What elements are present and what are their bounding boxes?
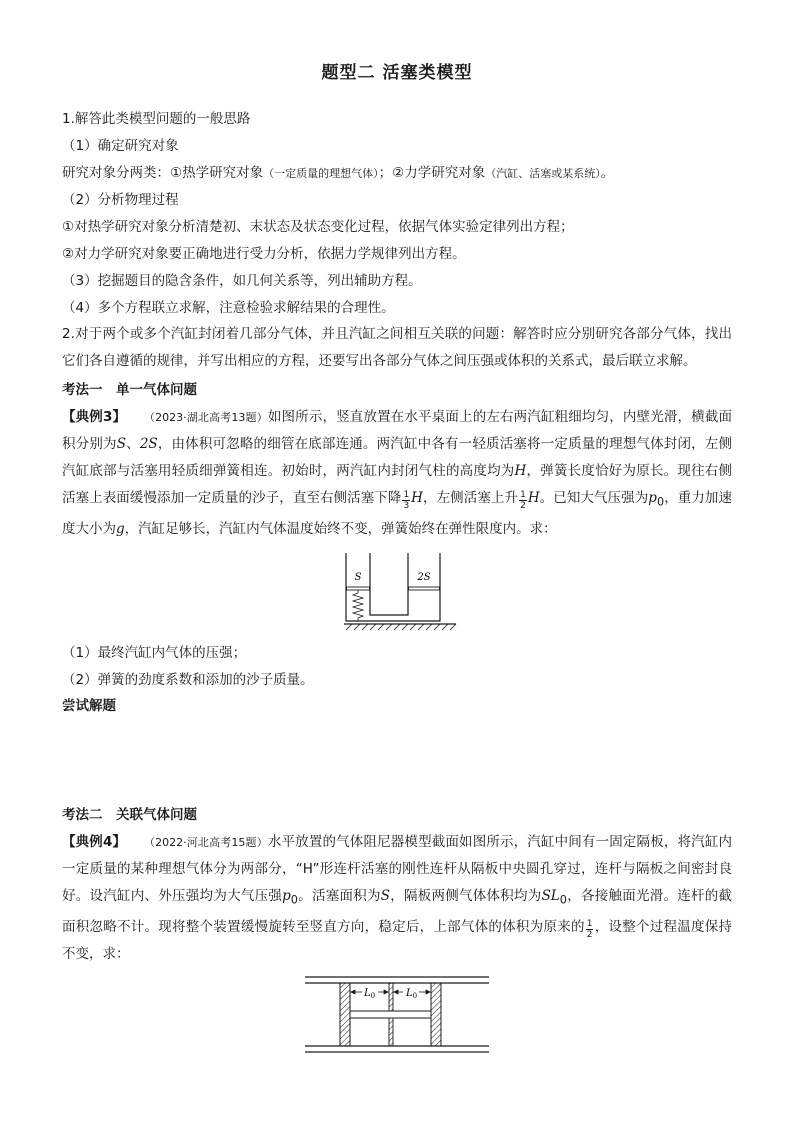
right-piston: [431, 983, 441, 1046]
method2-heading: 考法二 关联气体问题: [62, 807, 197, 823]
partition-lower: [389, 1018, 393, 1046]
fraction-one-half: $\frac{1}{2}$: [520, 490, 526, 511]
gas-damper-figure: [303, 974, 491, 1056]
inner-wall: [370, 553, 408, 615]
example4-text: 【典例4】 （2022·河北高考15题）水平放置的气体阻尼器模型截面如图所示，汽缸中间有一固定隔板，将汽缸内一定质量的某种理想气体分为两部分，“H”形连杆活塞的刚性连杆从隔板中央圆孔穿过，连杆与隔板之间密封良好。设汽缸内、外压强均为大气压强$p_0$。活塞面积为S，隔板两侧气体体积均为$SL_0$，各接触面光滑。连杆的截面积忽略不计。现将整个装置缓慢旋转至竖直方向，稳定后，上部气体的体积为原来的 $\frac{1}{2}$ ，设整个过程温度保持不变，求：: [62, 834, 733, 962]
fraction-one-third: $\frac{1}{3}$: [403, 490, 410, 511]
partition-upper: [389, 983, 393, 1011]
try-solve-label: 尝试解题: [62, 698, 116, 714]
question-2: （2）弹簧的劲度系数和添加的沙子质量。: [62, 672, 314, 688]
question-1: （1）最终汽缸内气体的压强；: [62, 645, 247, 661]
label-l0-left: $L_0$: [364, 988, 376, 1000]
page-title: 题型二 活塞类模型: [321, 63, 473, 83]
intro-mechanical-line: ②对力学研究对象要正确地进行受力分析，依据力学规律列出方程。: [62, 246, 466, 262]
intro-step-2: （2）分析物理过程: [62, 192, 179, 208]
example3-text: 【典例3】 （2023·湖北高考13题）如图所示，竖直放置在水平桌面上的左右两汽缸粗细均匀，内壁光滑，横截面积分别为S、2S，由体积可忽略的细管在底部连通。两汽缸中各有一轻质活塞将一定质量的理想气体封闭，左侧汽缸底部与活塞用轻质细弹簧相连。初始时，两汽缸内封闭气柱的高度均为H，弹簧长度恰好为原长。现往右侧活塞上表面缓慢添加一定质量的沙子，直至右侧活塞下降 $\frac{1}{3}$ H，左侧活塞上升 $\frac{1}{2}$ H。已知大气压强为$p_0$，重力加速度大小为g，汽缸足够长，汽缸内气体温度始终不变，弹簧始终在弹性限度内。求：: [62, 409, 733, 537]
spring-icon: [353, 590, 363, 621]
connecting-rod: [350, 1011, 431, 1018]
intro-thermal-line: ①对热学研究对象分析清楚初、末状态及状态变化过程，依据气体实验定律列出方程；: [62, 219, 574, 235]
ground-hatch: [346, 624, 456, 630]
intro-step-4: （4）多个方程联立求解，注意检验求解结果的合理性。: [62, 300, 395, 316]
connected-cylinders-figure: [340, 551, 460, 633]
intro-step-3: （3）挖掘题目的隐含条件，如几何关系等，列出辅助方程。: [62, 273, 422, 289]
fraction-one-half-2: $\frac{1}{2}$: [586, 918, 593, 940]
label-area-2s: 2S: [417, 572, 431, 583]
label-l0-right: $L_0$: [406, 988, 418, 1000]
label-area-s: S: [354, 572, 362, 583]
intro-heading-1: 1.解答此类模型问题的一般思路: [62, 111, 251, 127]
left-piston: [347, 587, 370, 590]
right-piston: [409, 587, 440, 590]
intro-heading-2: 2.对于两个或多个汽缸封闭着几部分气体，并且汽缸之间相互关联的问题：解答时应分别研究各部分气体，找出它们各自遵循的规律，并写出相应的方程，还要写出各部分气体之间压强或体积的关系式，最后联立求解。: [62, 326, 732, 369]
method1-heading: 考法一 单一气体问题: [62, 382, 197, 398]
left-piston: [340, 983, 350, 1046]
intro-step-1: （1）确定研究对象: [62, 138, 179, 154]
intro-objects-line: 研究对象分两类：①热学研究对象（一定质量的理想气体）；②力学研究对象（汽缸、活塞或某系统）。: [62, 165, 615, 181]
